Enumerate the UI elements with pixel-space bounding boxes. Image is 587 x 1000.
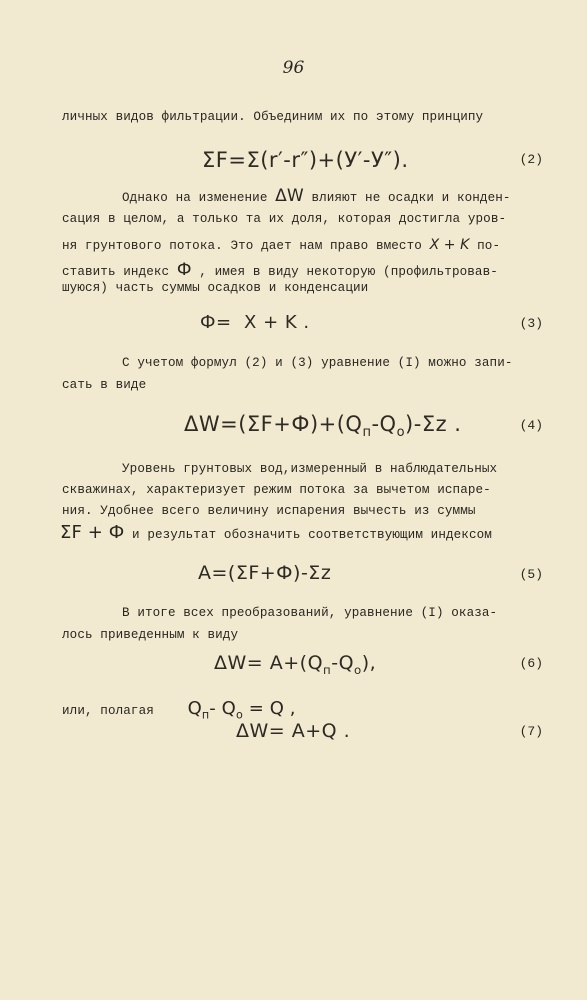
delta-w-symbol: ΔW: [275, 186, 304, 206]
equation-6: $\Delta W= A+(Q_п-Q_о)$,: [214, 652, 377, 677]
equation-7-number: (7): [519, 724, 543, 739]
paragraph-1-line-1: личных видов фильтрации. Объединим их по этому принципу: [62, 110, 484, 124]
equation-2-number: (2): [519, 152, 543, 167]
paragraph-4-line-3: ния. Удобнее всего величину испарения вычесть из суммы: [62, 504, 476, 518]
equation-4-number: (4): [519, 418, 543, 433]
phi-symbol: Ф: [176, 260, 192, 280]
equation-3: Ф= X + K .: [200, 312, 310, 333]
paragraph-4-line-1: Уровень грунтовых вод,измеренный в наблюдательных: [122, 462, 498, 476]
paragraph-5-line-2: лось приведенным к виду: [62, 628, 239, 642]
x-plus-k-symbol: X + K: [429, 237, 470, 253]
equation-4: $\Delta W=(\Sigma F+Ф)+(Q_п-Q_о)-\Sigma z$ .: [184, 412, 462, 441]
paragraph-2-line-5: шуюся) часть суммы осадков и конденсации: [62, 281, 369, 295]
paragraph-3-line-1: С учетом формул (2) и (3) уравнение (I) можно запи-: [122, 356, 513, 370]
sum-f-plus-phi-symbol: ΣF + Ф: [60, 522, 125, 543]
paragraph-4-line-2: скважинах, характеризует режим потока за вычетом испаре-: [62, 483, 491, 497]
paragraph-2-line-2: сация в целом, а только та их доля, которая достигла уров-: [62, 212, 507, 226]
paragraph-6-line-1: или, полагая $Q_п-$ $Q_о = Q$ ,: [62, 698, 296, 722]
paragraph-5-line-1: В итоге всех преобразований, уравнение (I) оказа-: [122, 606, 498, 620]
q-substitution-symbol: $Q_п-$ $Q_о = Q$ ,: [187, 698, 296, 722]
paragraph-2-line-3: ня грунтового потока. Это дает нам право вместо X + K по-: [62, 237, 501, 253]
equation-7: ΔW= A+Q .: [236, 720, 351, 742]
paragraph-2-line-1: Однако на изменение ΔW влияют не осадки и конден-: [122, 186, 511, 206]
equation-3-number: (3): [519, 316, 543, 331]
equation-6-number: (6): [519, 656, 543, 671]
equation-5-number: (5): [519, 567, 543, 582]
paragraph-4-line-4: ΣF + Ф и результат обозначить соответствующим индексом: [60, 522, 492, 543]
equation-5: A=(ΣF+Ф)-Σz: [198, 562, 332, 584]
paragraph-3-line-2: сать в виде: [62, 378, 147, 392]
page-number: 96: [282, 58, 305, 78]
paragraph-2-line-4: ставить индекс Ф , имея в виду некоторую (профильтровав-: [62, 260, 498, 280]
equation-2: ΣF=Σ(r′-r″)+(У′-У″).: [202, 148, 409, 172]
